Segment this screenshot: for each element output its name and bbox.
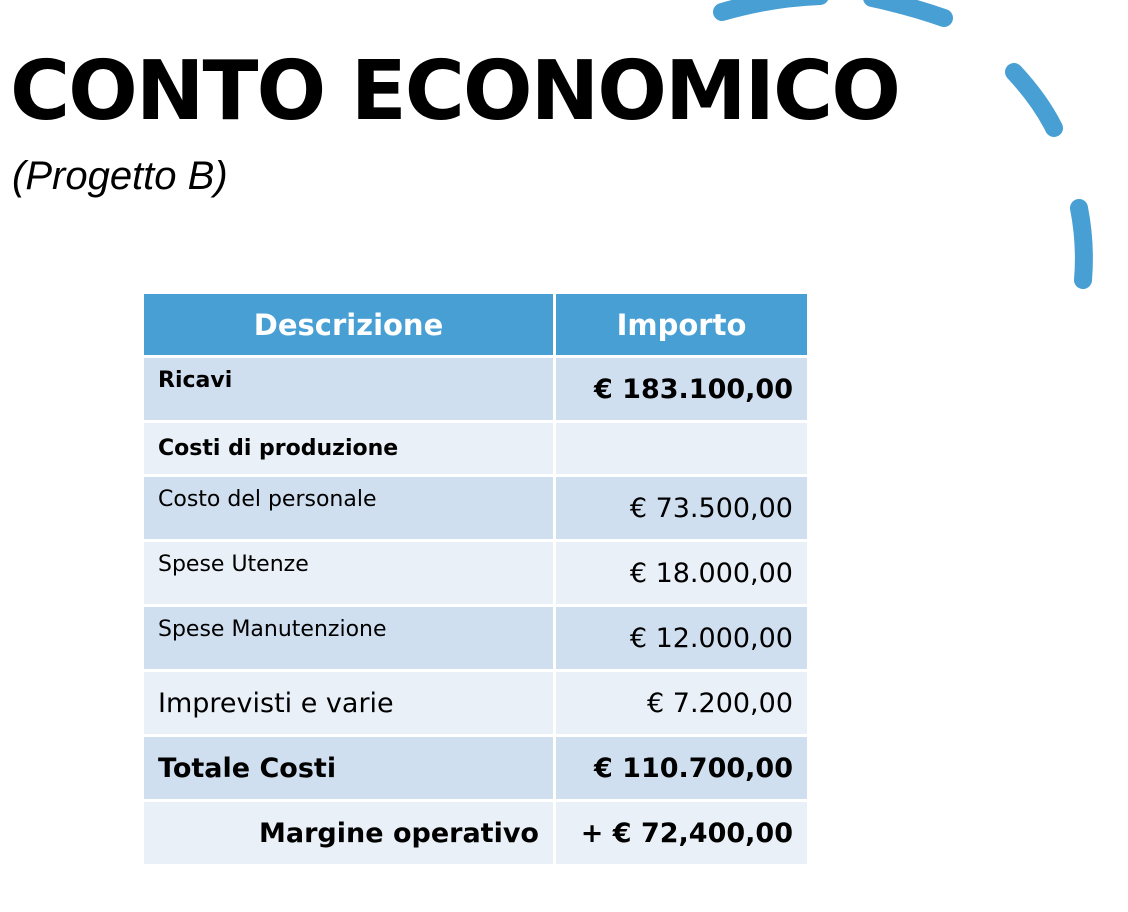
row-amount: € 73.500,00 (555, 476, 809, 541)
table-row-operating-margin (143, 801, 809, 866)
table-row-production-costs (143, 422, 809, 476)
table-row-personnel-cost (143, 476, 809, 541)
income-statement-table (141, 291, 810, 867)
row-description: Costo del personale (143, 476, 555, 541)
row-amount: + € 72,400,00 (555, 801, 809, 866)
table-row-utilities (143, 541, 809, 606)
table-row-maintenance (143, 606, 809, 671)
row-description: Spese Utenze (143, 541, 555, 606)
row-description: Imprevisti e varie (143, 671, 555, 736)
column-header-amount: Importo (555, 293, 809, 357)
page-subtitle: (Progetto B) (12, 154, 228, 198)
row-amount (555, 422, 809, 476)
table-row-total-costs (143, 736, 809, 801)
row-amount: € 7.200,00 (555, 671, 809, 736)
row-description: Costi di produzione (143, 422, 555, 476)
column-header-description: Descrizione (143, 293, 555, 357)
row-amount: € 12.000,00 (555, 606, 809, 671)
table-row-revenue (143, 357, 809, 422)
row-description: Ricavi (143, 357, 555, 422)
page-title: CONTO ECONOMICO (10, 44, 899, 139)
table-row-contingencies (143, 671, 809, 736)
table-header-row (143, 293, 809, 357)
row-amount: € 183.100,00 (555, 357, 809, 422)
row-description: Spese Manutenzione (143, 606, 555, 671)
row-amount: € 110.700,00 (555, 736, 809, 801)
row-description: Totale Costi (143, 736, 555, 801)
row-amount: € 18.000,00 (555, 541, 809, 606)
row-description: Margine operativo (143, 801, 555, 866)
